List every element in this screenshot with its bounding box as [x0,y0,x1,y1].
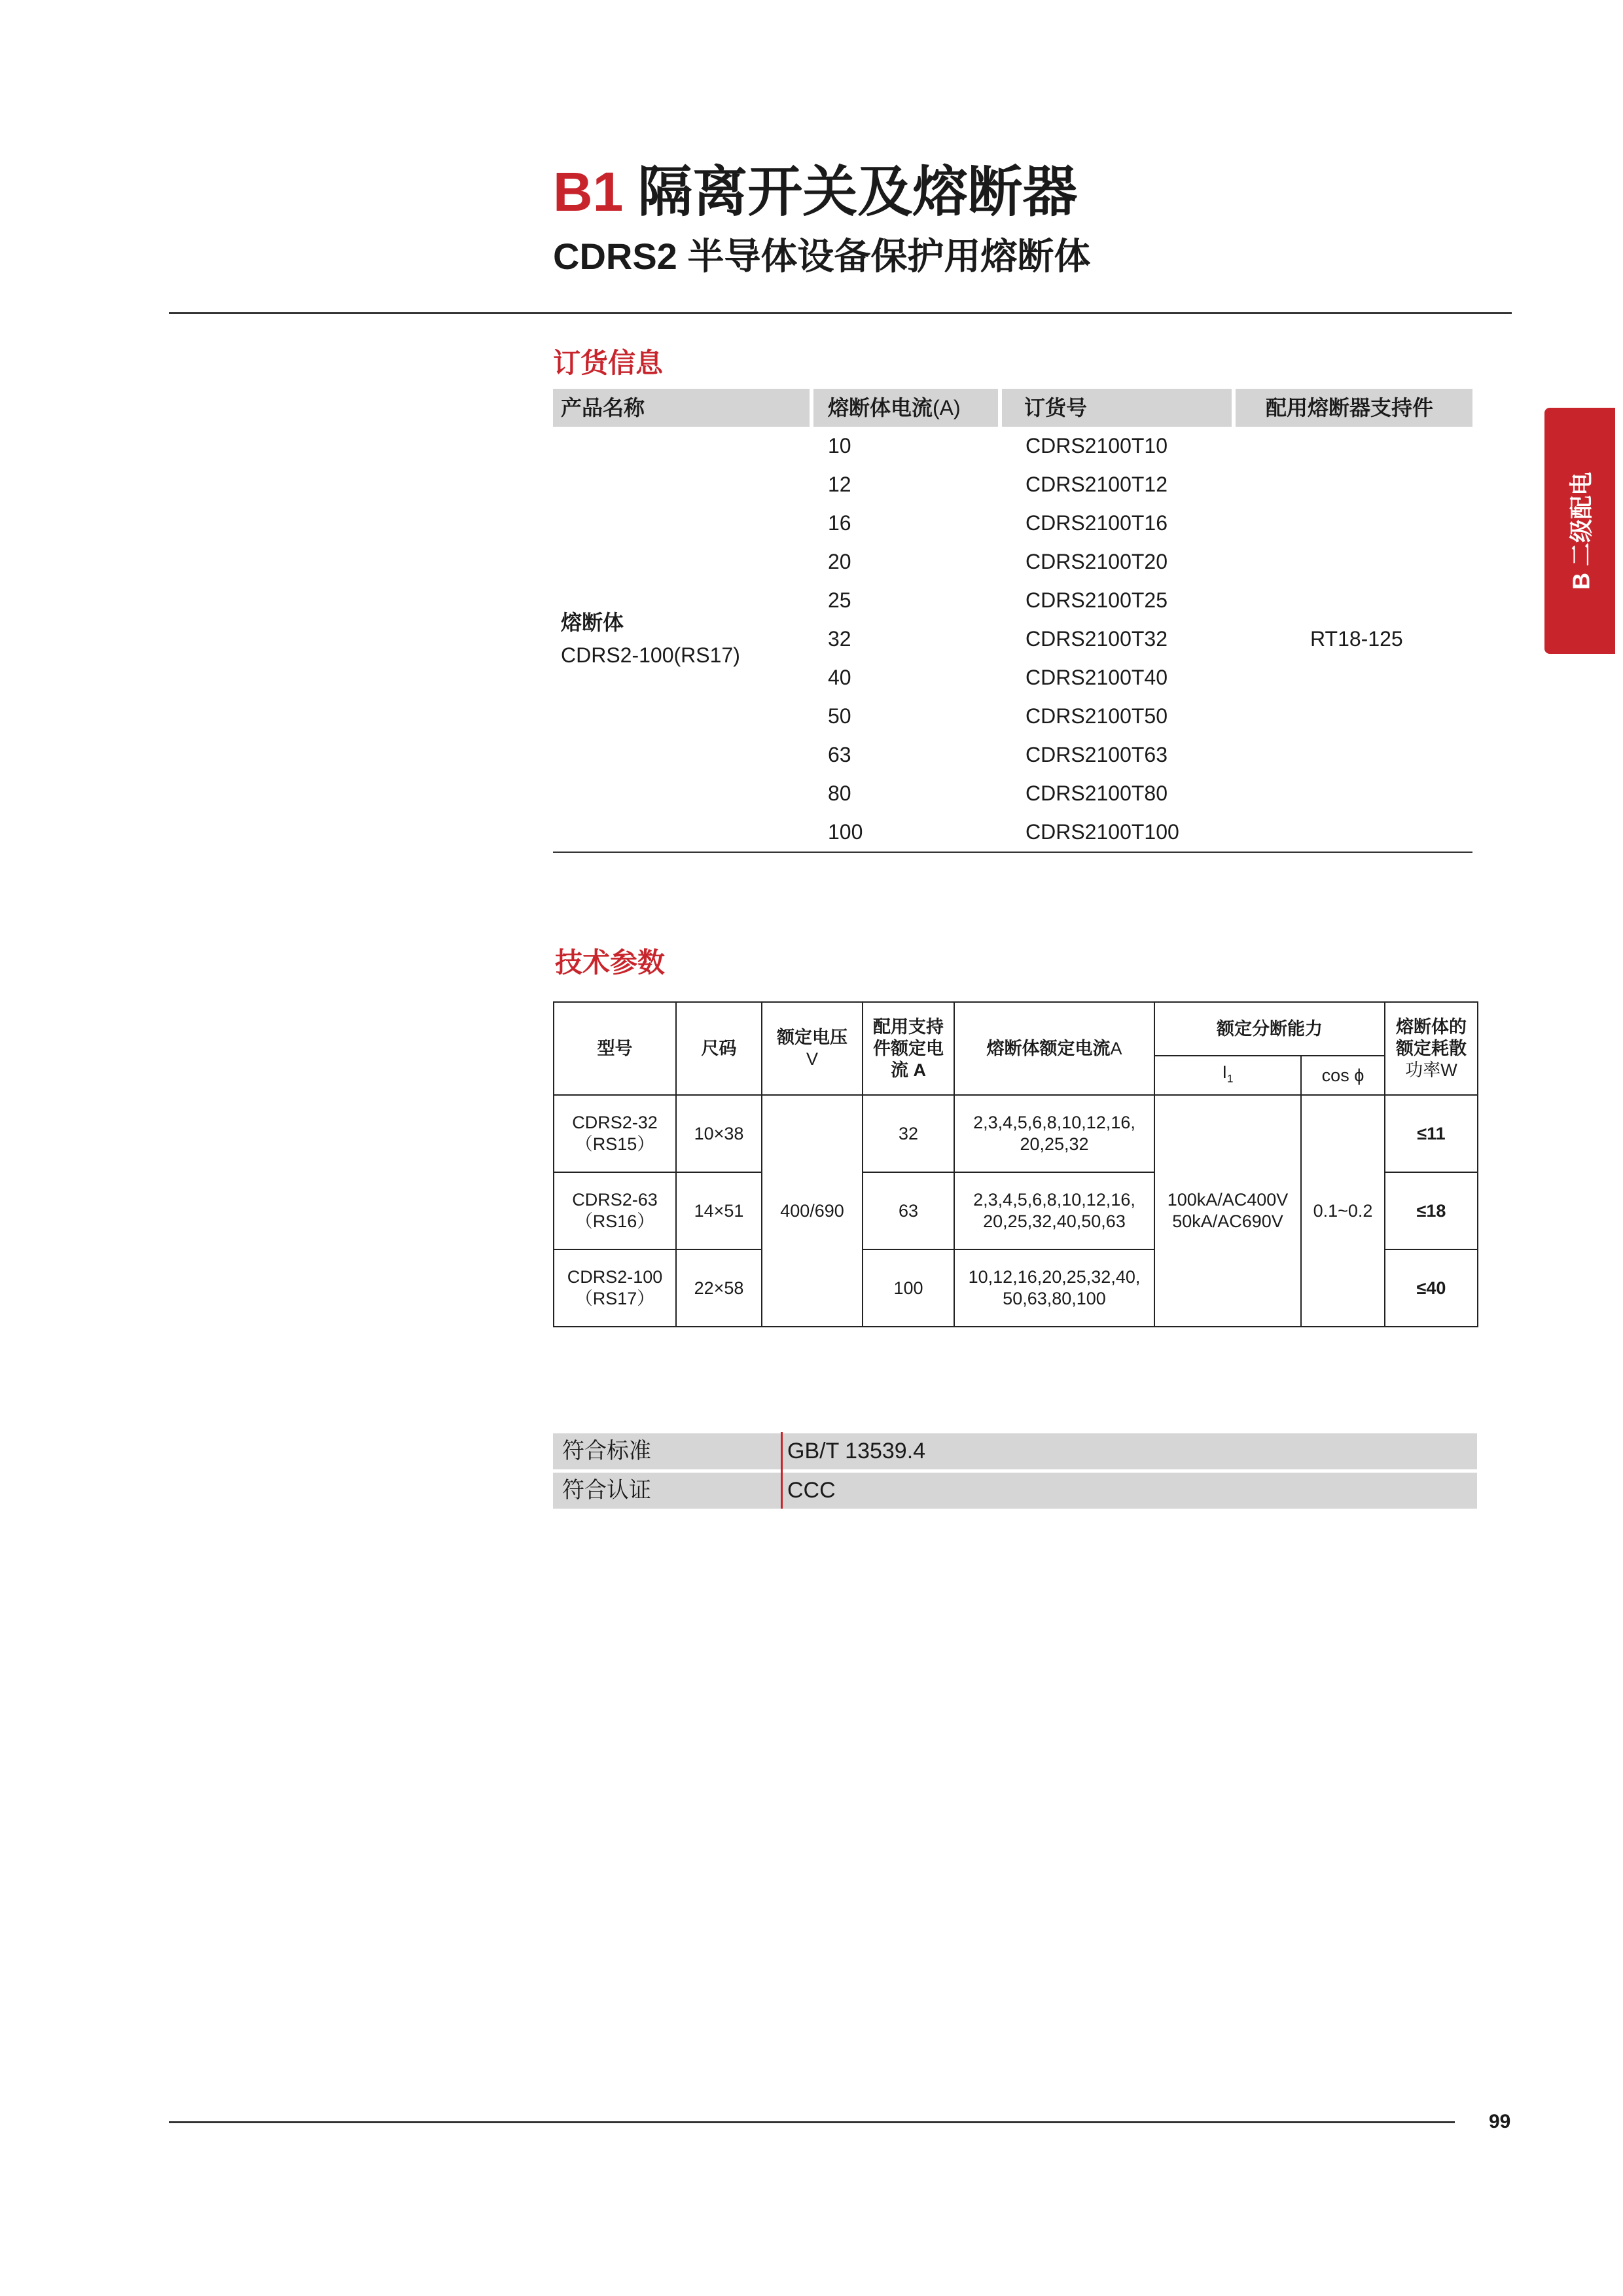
tech-model-name: CDRS2-63 [572,1190,658,1210]
tech-voltage-cell: 400/690 [762,1095,863,1327]
tech-model-alias: （RS15） [575,1134,655,1154]
standard-row [553,1433,1477,1469]
tech-model-cell [554,1249,676,1327]
order-current-cell: 10 [828,434,851,457]
tech-model-name: CDRS2-32 [572,1113,658,1132]
tech-breaking-i-cell [1154,1095,1301,1327]
tech-header-breaking-i-label: I [1222,1062,1228,1082]
tech-header-rated-current-label: 熔断体额定电流 [986,1038,1111,1058]
order-current-cell: 20 [828,550,851,573]
tech-header-voltage-unit: V [806,1049,818,1069]
tech-model-cell [554,1172,676,1249]
tech-header-power-l1: 熔断体的 [1396,1016,1467,1037]
page-subtitle: CDRS2 半导体设备保护用熔断体 [553,236,1091,277]
tech-heading: 技术参数 [555,947,666,978]
tech-header-breaking: 额定分断能力 [1154,1002,1385,1056]
tech-header-rated-current-unit: A [1110,1038,1122,1058]
tech-rated-currents-cell [954,1095,1154,1172]
tech-size-cell: 22×58 [676,1249,762,1327]
chapter-side-tab[interactable] [1544,408,1615,654]
order-table-bottom-rule [553,852,1472,853]
standards-divider [781,1432,783,1509]
tech-model-alias: （RS17） [575,1289,655,1308]
tech-header-breaking-i [1154,1056,1301,1095]
page-title [553,156,1077,228]
order-number-cell: CDRS2100T32 [1026,627,1168,651]
certification-label: 符合认证 [562,1478,651,1503]
order-number-cell: CDRS2100T12 [1026,473,1168,496]
certification-value: CCC [787,1478,836,1503]
chapter-side-tab-label: B 二级配电 [1567,471,1595,590]
tech-power-cell: ≤40 [1385,1249,1478,1327]
tech-header-power-l3: 功率W [1405,1060,1457,1080]
order-current-cell: 25 [828,588,851,612]
order-header-support: 配用熔断器支持件 [1236,389,1472,427]
order-current-cell: 100 [828,820,863,844]
order-header-current-unit: (A) [933,396,961,420]
tech-model-alias: （RS16） [575,1211,655,1231]
tech-header-power [1385,1002,1478,1095]
tech-breaking-i-l1: 100kA/AC400V [1167,1190,1289,1210]
order-number-cell: CDRS2100T50 [1026,704,1168,728]
order-number-cell: CDRS2100T20 [1026,550,1168,573]
tech-rated-currents-l1: 2,3,4,5,6,8,10,12,16, [973,1113,1135,1132]
tech-header-support-current-l3: 流 A [891,1060,926,1080]
tech-support-current-cell: 32 [863,1095,954,1172]
standard-value: GB/T 13539.4 [787,1439,926,1463]
order-support-value: RT18-125 [1310,627,1403,651]
order-current-cell: 12 [828,473,851,496]
tech-header-support-current-l1: 配用支持 [873,1016,944,1037]
tech-power-cell: ≤18 [1385,1172,1478,1249]
certification-row [553,1473,1477,1509]
tech-header-support-current-l2: 件额定电 [873,1038,944,1058]
tech-header-size: 尺码 [676,1002,762,1095]
tech-rated-currents-l2: 20,25,32 [1020,1134,1089,1154]
order-info-heading: 订货信息 [553,348,664,378]
order-current-cell: 80 [828,781,851,805]
order-number-cell: CDRS2100T40 [1026,666,1168,689]
tech-size-cell: 14×51 [676,1172,762,1249]
header-divider [169,312,1512,314]
order-product-model: CDRS2-100(RS17) [561,643,740,667]
standard-label: 符合标准 [562,1439,651,1463]
order-number-cell: CDRS2100T16 [1026,511,1168,535]
page-number: 99 [1489,2111,1511,2132]
order-header-current [813,389,998,427]
tech-header-voltage [762,1002,863,1095]
order-number-cell: CDRS2100T80 [1026,781,1168,805]
tech-header-breaking-cos: cos ϕ [1301,1056,1385,1095]
tech-size-cell: 10×38 [676,1095,762,1172]
section-code: B1 [553,161,624,223]
order-current-cell: 32 [828,627,851,651]
order-product-type: 熔断体 [561,611,624,634]
tech-rated-currents-l2: 50,63,80,100 [1003,1289,1106,1308]
tech-rated-currents-cell [954,1249,1154,1327]
tech-rated-currents-l1: 10,12,16,20,25,32,40, [968,1267,1141,1287]
tech-header-model: 型号 [554,1002,676,1095]
tech-header-rated-current [954,1002,1154,1095]
tech-rated-currents-l2: 20,25,32,40,50,63 [983,1211,1126,1231]
tech-model-name: CDRS2-100 [567,1267,663,1287]
section-title: 隔离开关及熔断器 [637,161,1078,223]
tech-header-support-current [863,1002,954,1095]
tech-header-voltage-label: 额定电压 [777,1028,847,1047]
tech-table [553,1001,1478,1327]
tech-header-breaking-i-sub: 1 [1227,1072,1234,1085]
tech-power-cell: ≤11 [1385,1095,1478,1172]
tech-support-current-cell: 100 [863,1249,954,1327]
footer-divider [169,2121,1455,2123]
order-current-cell: 16 [828,511,851,535]
order-number-cell: CDRS2100T100 [1026,820,1179,844]
order-header-product-name: 产品名称 [553,389,810,427]
order-number-cell: CDRS2100T10 [1026,434,1168,457]
tech-rated-currents-cell [954,1172,1154,1249]
order-number-cell: CDRS2100T63 [1026,743,1168,766]
tech-cos-cell: 0.1~0.2 [1301,1095,1385,1327]
tech-support-current-cell: 63 [863,1172,954,1249]
order-number-cell: CDRS2100T25 [1026,588,1168,612]
order-current-cell: 50 [828,704,851,728]
order-header-current-label: 熔断体电流 [828,396,933,420]
tech-rated-currents-l1: 2,3,4,5,6,8,10,12,16, [973,1190,1135,1210]
tech-breaking-i-l2: 50kA/AC690V [1172,1211,1283,1231]
order-current-cell: 40 [828,666,851,689]
tech-model-cell [554,1095,676,1172]
order-current-cell: 63 [828,743,851,766]
order-header-order-no: 订货号 [1002,389,1232,427]
tech-header-power-l2: 额定耗散 [1396,1038,1467,1058]
